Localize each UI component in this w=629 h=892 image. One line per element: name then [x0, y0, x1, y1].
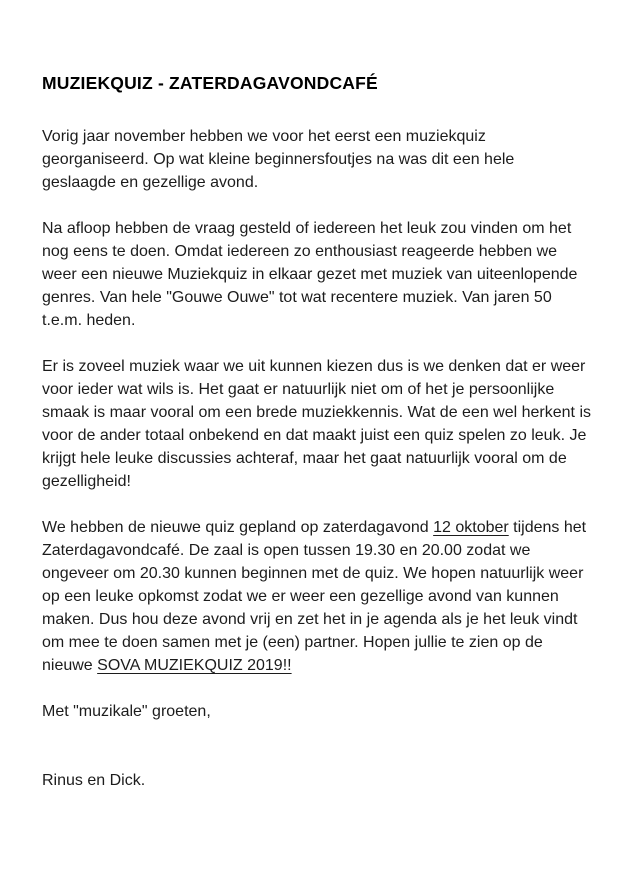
event-details-middle-text: tijdens het Zaterdagavondcafé. De zaal is open tussen 19.30 en 20.00 zodat we ongeveer om 20.30 kunnen beginnen met de quiz. We hopen natuurlijk weer op een leuke opkomst zodat we er weer een gezellige avond van kunnen maken. Dus hou deze avond vrij en zet het in je agenda als je het leuk vindt om mee te doen samen met je (een) partner. Hopen jullie te zien op de nieuwe: [42, 519, 587, 674]
paragraph-followup: Na afloop hebben de vraag gesteld of iedereen het leuk zou vinden om het nog eens te doen. Omdat iedereen zo enthousiast reageerde hebben we weer een nieuwe Muziekquiz in elkaar gezet met muziek van uiteenlopende genres. Van hele "Gouwe Ouwe" tot wat recentere muziek. Van jaren 50 t.e.m. heden.: [42, 220, 578, 329]
event-details-lead-text: We hebben de nieuwe quiz gepland op zaterdagavond: [42, 519, 434, 536]
paragraph-event-details: [42, 516, 591, 677]
closing-salutation: Met "muzikale" groeten,: [42, 703, 211, 720]
paragraph-intro: Vorig jaar november hebben we voor het eerst een muziekquiz georganiseerd. Op wat kleine beginnersfoutjes na was dit een hele geslaagde en gezellige avond.: [42, 128, 515, 191]
paragraph-music-selection: Er is zoveel muziek waar we uit kunnen kiezen dus is we denken dat er weer voor ieder wat wils is. Het gaat er natuurlijk niet om of het je persoonlijke smaak is maar vooral om een brede muziekkennis. Wat de een wel herkent is voor de ander totaal onbekend en dat maakt juist een quiz spelen zo leuk. Je krijgt hele leuke discussies achteraf, maar het gaat natuurlijk vooral om de gezelligheid!: [42, 358, 591, 490]
event-date: 12 oktober: [433, 519, 509, 536]
signature-names: Rinus en Dick.: [42, 772, 146, 789]
document-title: MUZIEKQUIZ - ZATERDAGAVONDCAFÉ: [42, 73, 378, 93]
event-name: SOVA MUZIEKQUIZ 2019!!: [97, 657, 292, 674]
